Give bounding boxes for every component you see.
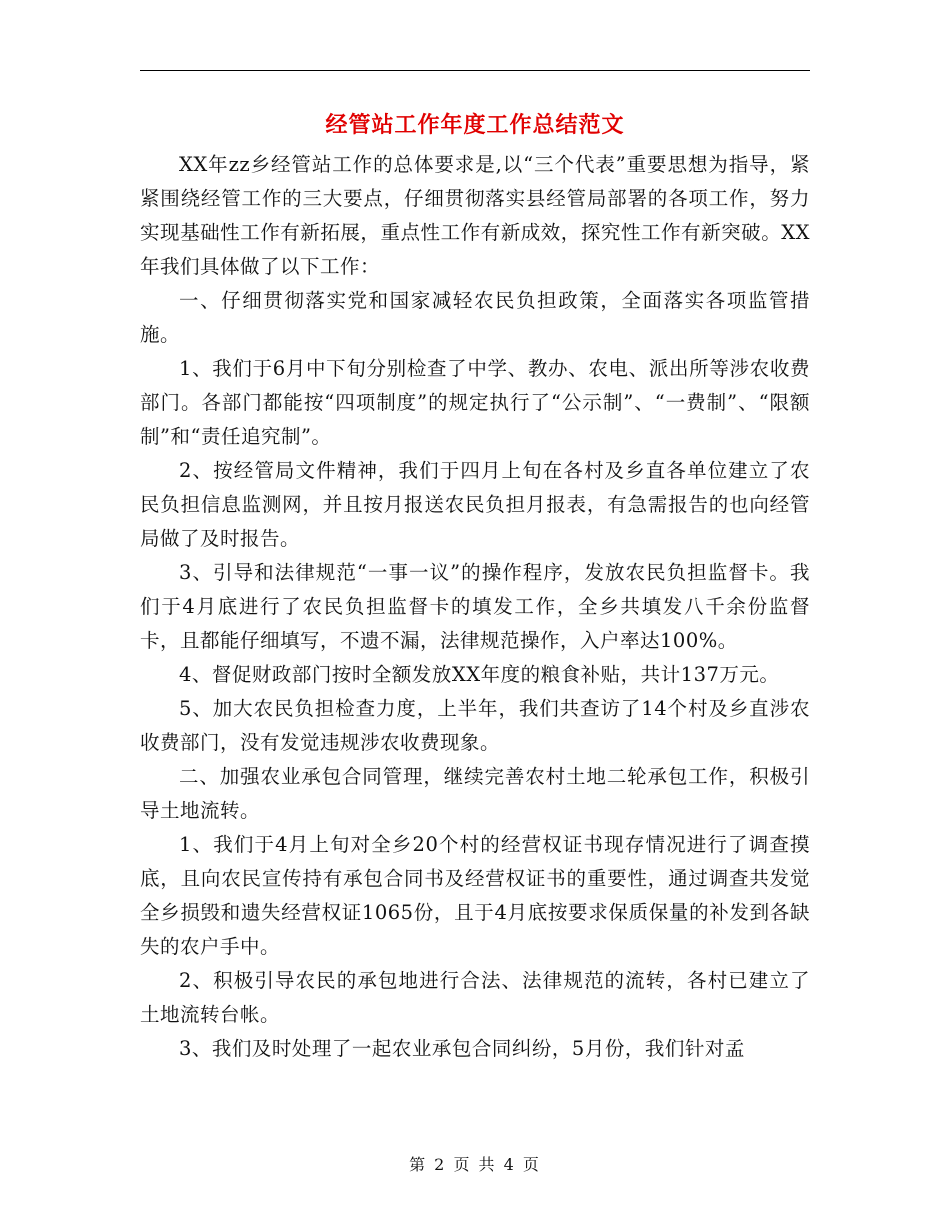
paragraph-section-1-item-1: 1、我们于6月中下旬分别检查了中学、教办、农电、派出所等涉农收费部门。各部门都能按“四项制度”的规定执行了“公示制”、“一费制”、“限额制”和“责任追究制”。 [140,357,810,448]
document-title: 经管站工作年度工作总结范文 [325,113,625,138]
paragraph-section-2-item-2: 2、积极引导农民的承包地进行合法、法律规范的流转，各村已建立了土地流转台帐。 [140,969,810,1026]
paragraph-section-2-item-3: 3、我们及时处理了一起农业承包合同纠纷，5月份，我们针对孟 [179,1037,745,1060]
paragraph-section-1-item-4: 4、督促财政部门按时全额发放XX年度的粮食补贴，共计137万元。 [179,663,780,686]
paragraph-intro: XX年zz乡经管站工作的总体要求是,以“三个代表”重要思想为指导，紧紧围绕经管工作的三大要点，仔细贯彻落实县经管局部署的各项工作，努力实现基础性工作有新拓展，重点性工作有新成效，探究性工作有新突破。XX年我们具体做了以下工作： [140,153,810,278]
paragraph-section-1-item-5: 5、加大农民负担检查力度，上半年，我们共查访了14个村及乡直涉农收费部门，没有发觉违规涉农收费现象。 [140,697,810,754]
page-number: 第 2 页 共 4 页 [409,1155,541,1174]
document-body [140,148,810,1066]
paragraph-section-1-heading: 一、仔细贯彻落实党和国家减轻农民负担政策，全面落实各项监管措施。 [140,289,810,346]
paragraph-section-1-item-2: 2、按经管局文件精神，我们于四月上旬在各村及乡直各单位建立了农民负担信息监测网，并且按月报送农民负担月报表，有急需报告的也向经管局做了及时报告。 [140,459,810,550]
paragraph-section-2-item-1: 1、我们于4月上旬对全乡20个村的经营权证书现存情况进行了调查摸底，且向农民宣传持有承包合同书及经营权证书的重要性，通过调查共发觉全乡损毁和遗失经营权证1065份，且于4月底按要求保质保量的补发到各缺失的农户手中。 [140,833,810,958]
paragraph-section-1-item-3: 3、引导和法律规范“一事一议”的操作程序，发放农民负担监督卡。我们于4月底进行了农民负担监督卡的填发工作，全乡共填发八千余份监督卡，且都能仔细填写，不遗不漏，法律规范操作，入户率达100%。 [140,561,810,652]
paragraph-section-2-heading: 二、加强农业承包合同管理，继续完善农村土地二轮承包工作，积极引导土地流转。 [140,765,810,822]
header-rule [140,70,810,71]
